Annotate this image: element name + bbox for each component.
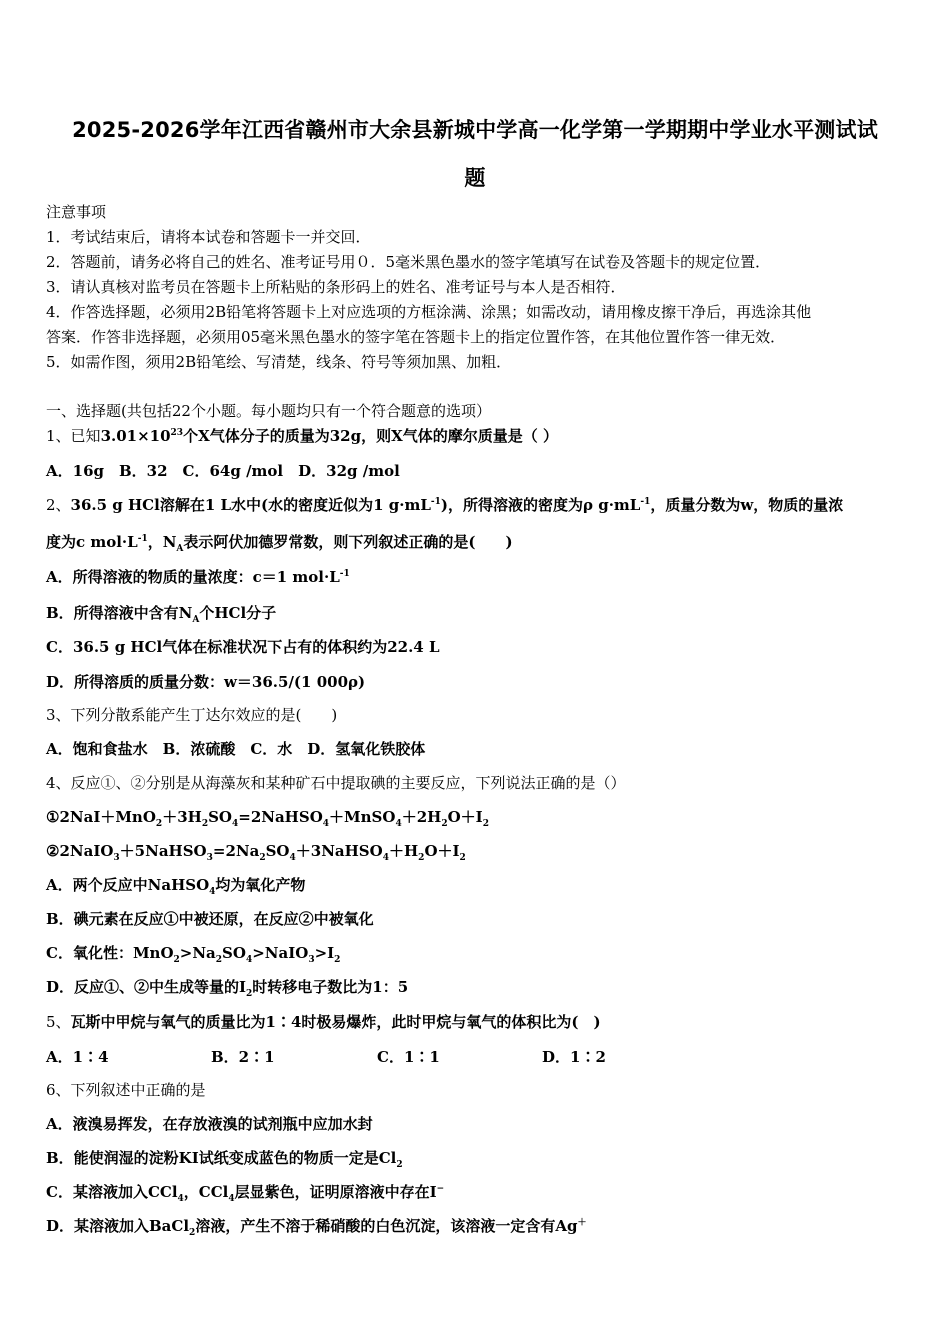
q1-mass-base: 3.01×10 bbox=[100, 427, 171, 445]
q4-d-part: D．反应①、②中生成等量的I bbox=[46, 978, 247, 996]
question-2-stem-line2 bbox=[46, 532, 513, 552]
question-number: 3、 bbox=[46, 706, 71, 724]
r1-part: ①2NaI＋MnO bbox=[46, 808, 156, 826]
q6-b-sub: 2 bbox=[396, 1160, 403, 1170]
q4-stem-text: 反应①、②分别是从海藻灰和某种矿石中提取碘的主要反应，下列说法正确的是（） bbox=[70, 774, 626, 792]
q1-mass-exp: 23 bbox=[170, 428, 184, 438]
question-2-option-a bbox=[46, 567, 350, 587]
q2-a-sup: -1 bbox=[339, 569, 350, 579]
q6-d-part: D．某溶液加入BaCl bbox=[46, 1217, 190, 1235]
notice-item: 3．请认真核对监考员在答题卡上所粘贴的条形码上的姓名、准考证号与本人是否相符． bbox=[46, 278, 626, 296]
q6-d-sup: ＋ bbox=[577, 1218, 587, 1228]
q2-l1b: -1 bbox=[430, 497, 441, 507]
q4-c-part: >NaIO bbox=[252, 944, 309, 962]
r2-sub: 3 bbox=[113, 853, 120, 863]
r1-part: =2NaHSO bbox=[238, 808, 323, 826]
question-2-option-d: D．所得溶质的质量分数：w＝36.5/(1 000ρ) bbox=[46, 673, 366, 691]
q2-l1c: )，所得溶液的密度为ρ g·mL bbox=[440, 496, 641, 514]
section-heading: 一、选择题(共包括22个小题。每小题均只有一个符合题意的选项） bbox=[46, 402, 491, 420]
question-5-option-a: A．1∶4 bbox=[46, 1048, 109, 1066]
question-2-option-c: C．36.5 g HCl气体在标准状况下占有的体积约为22.4 L bbox=[46, 638, 440, 656]
q4-a-sub: 4 bbox=[209, 887, 216, 897]
question-4-option-d bbox=[46, 977, 408, 997]
question-4-option-c bbox=[46, 943, 340, 963]
q6-d-sub: 2 bbox=[189, 1228, 196, 1238]
r1-sub: 4 bbox=[322, 819, 330, 829]
q6-b-part: B．能使润湿的淀粉KI试纸变成蓝色的物质一定是Cl bbox=[46, 1149, 397, 1167]
question-number: 4、 bbox=[46, 774, 71, 792]
q2-l2d: A bbox=[176, 544, 184, 554]
q2-b-text: B．所得溶液中含有N bbox=[46, 604, 193, 622]
q3-stem-text: 下列分散系能产生丁达尔效应的是( ) bbox=[70, 706, 338, 724]
r1-sub: 4 bbox=[395, 819, 402, 829]
q4-a-part: A．两个反应中NaHSO bbox=[46, 876, 210, 894]
q4-c-sub: 2 bbox=[173, 955, 180, 965]
r2-sub: 3 bbox=[206, 853, 213, 863]
q4-c-part: >Na bbox=[179, 944, 216, 962]
question-4-option-b: B．碘元素在反应①中被还原，在反应②中被氧化 bbox=[46, 910, 374, 928]
r1-sub: 2 bbox=[482, 819, 489, 829]
q4-c-sub: 2 bbox=[334, 955, 341, 965]
exam-title-line2: 题 bbox=[464, 166, 486, 190]
r1-sub: 4 bbox=[231, 819, 239, 829]
q4-c-sub: 4 bbox=[245, 955, 253, 965]
q4-c-part: SO bbox=[222, 944, 246, 962]
q1-mass bbox=[101, 427, 184, 445]
question-4-option-a bbox=[46, 875, 305, 895]
question-4-stem bbox=[46, 773, 626, 793]
notice-item: 1．考试结束后，请将本试卷和答题卡一并交回． bbox=[46, 228, 371, 246]
r2-part: SO bbox=[265, 842, 290, 860]
exam-title-line1: 2025-2026学年江西省赣州市大余县新城中学高一化学第一学期期中学业水平测试试 bbox=[72, 118, 878, 142]
q5-stem-text: 瓦斯中甲烷与氧气的质量比为1∶4时极易爆炸，此时甲烷与氧气的体积比为( ) bbox=[70, 1013, 601, 1031]
r1-part: ＋3H bbox=[162, 808, 202, 826]
question-number: 1、 bbox=[46, 427, 71, 445]
notice-item: 4．作答选择题，必须用2B铅笔将答题卡上对应选项的方框涂满、涂黑；如需改动，请用橡皮擦干净后，再选涂其他 bbox=[46, 303, 812, 321]
q4-c-sub: 3 bbox=[308, 955, 315, 965]
question-4-reaction-1 bbox=[46, 807, 489, 827]
r2-part: ＋3NaHSO bbox=[295, 842, 383, 860]
notice-item: 5．如需作图，须用2B铅笔绘、写清楚，线条、符号等须加黑、加粗． bbox=[46, 353, 512, 371]
q6-c-part: ，CCl bbox=[183, 1183, 229, 1201]
q4-a-part: 均为氧化产物 bbox=[215, 876, 306, 894]
q4-c-part: >I bbox=[314, 944, 335, 962]
q2-b-sub: A bbox=[192, 615, 200, 625]
question-number: 6、 bbox=[46, 1081, 71, 1099]
q2-l2e: 表示阿伏加德罗常数，则下列叙述正确的是( ) bbox=[183, 533, 513, 551]
r2-part: ②2NaIO bbox=[46, 842, 114, 860]
question-6-option-c bbox=[46, 1182, 444, 1202]
question-3-stem bbox=[46, 705, 337, 725]
question-2-stem-line1 bbox=[46, 495, 843, 515]
question-1-options: A．16g B．32 C．64g /mol D．32g /mol bbox=[46, 462, 400, 480]
q2-l1a: 36.5 g HCl溶解在1 L水中(水的密度近似为1 g·mL bbox=[70, 496, 431, 514]
q2-l1d: -1 bbox=[640, 497, 651, 507]
question-3-options: A．饱和食盐水 B．浓硫酸 C．水 D．氢氧化铁胶体 bbox=[46, 740, 426, 758]
question-number: 2、 bbox=[46, 496, 71, 514]
r1-part: ＋2H bbox=[401, 808, 442, 826]
q2-l2b: -1 bbox=[137, 534, 148, 544]
q6-c-sub: 4 bbox=[228, 1194, 235, 1204]
r1-part: SO bbox=[208, 808, 232, 826]
r2-sub: 2 bbox=[459, 853, 466, 863]
r1-sub: 2 bbox=[201, 819, 209, 829]
q2-l2a: 度为c mol·L bbox=[46, 533, 138, 551]
question-5-option-b: B．2∶1 bbox=[211, 1048, 275, 1066]
q6-c-sup: − bbox=[436, 1184, 445, 1194]
r2-part: ＋H bbox=[388, 842, 419, 860]
r1-part: ＋MnSO bbox=[329, 808, 396, 826]
q6-stem-text: 下列叙述中正确的是 bbox=[70, 1081, 206, 1099]
q1-post: 个X气体分子的质量为32g，则X气体的摩尔质量是（ ） bbox=[183, 427, 558, 445]
question-6-option-a: A．液溴易挥发，在存放液溴的试剂瓶中应加水封 bbox=[46, 1115, 373, 1133]
q6-c-sub: 4 bbox=[177, 1194, 184, 1204]
q4-c-sub: 2 bbox=[215, 955, 223, 965]
q1-pre: 已知 bbox=[70, 427, 101, 445]
r2-sub: 2 bbox=[259, 853, 266, 863]
r2-sub: 4 bbox=[289, 853, 296, 863]
r2-sub: 4 bbox=[382, 853, 389, 863]
q2-l2c: ，N bbox=[147, 533, 177, 551]
question-2-option-b bbox=[46, 603, 276, 623]
question-5-option-c: C．1∶1 bbox=[377, 1048, 440, 1066]
q6-d-part: 溶液，产生不溶于稀硝酸的白色沉淀，该溶液一定含有Ag bbox=[195, 1217, 578, 1235]
r2-part: ＋5NaHSO bbox=[119, 842, 207, 860]
q4-c-part: C．氧化性：MnO bbox=[46, 944, 174, 962]
q2-l1e: ，质量分数为w，物质的量浓 bbox=[650, 496, 844, 514]
r2-sub: 2 bbox=[418, 853, 425, 863]
r2-part: =2Na bbox=[212, 842, 260, 860]
q4-d-part: 时转移电子数比为1：5 bbox=[252, 978, 409, 996]
r2-part: O＋I bbox=[424, 842, 460, 860]
r1-part: O＋I bbox=[447, 808, 483, 826]
question-6-option-d bbox=[46, 1216, 586, 1236]
question-4-reaction-2 bbox=[46, 841, 466, 861]
q4-d-sub: 2 bbox=[246, 989, 253, 999]
question-6-option-b bbox=[46, 1148, 403, 1168]
q2-a-text: A．所得溶液的物质的量浓度：c＝1 mol·L bbox=[46, 568, 340, 586]
question-5-stem bbox=[46, 1012, 601, 1032]
question-number: 5、 bbox=[46, 1013, 71, 1031]
r1-sub: 2 bbox=[441, 819, 448, 829]
q2-b-tail: 个HCl分子 bbox=[199, 604, 277, 622]
q6-c-part: 层显紫色，证明原溶液中存在I bbox=[234, 1183, 437, 1201]
question-5-option-d: D．1∶2 bbox=[542, 1048, 606, 1066]
notice-item: 2．答题前，请务必将自己的姓名、准考证号用０．5毫米黑色墨水的签字笔填写在试卷及答题卡的规定位置． bbox=[46, 253, 771, 271]
notice-heading: 注意事项 bbox=[46, 203, 107, 221]
q6-c-part: C．某溶液加入CCl bbox=[46, 1183, 178, 1201]
question-6-stem bbox=[46, 1080, 206, 1100]
notice-item: 答案．作答非选择题，必须用05毫米黑色墨水的签字笔在答题卡上的指定位置作答，在其他位置作答一律无效． bbox=[46, 328, 786, 346]
r1-sub: 2 bbox=[155, 819, 163, 829]
question-1-stem bbox=[46, 426, 558, 446]
